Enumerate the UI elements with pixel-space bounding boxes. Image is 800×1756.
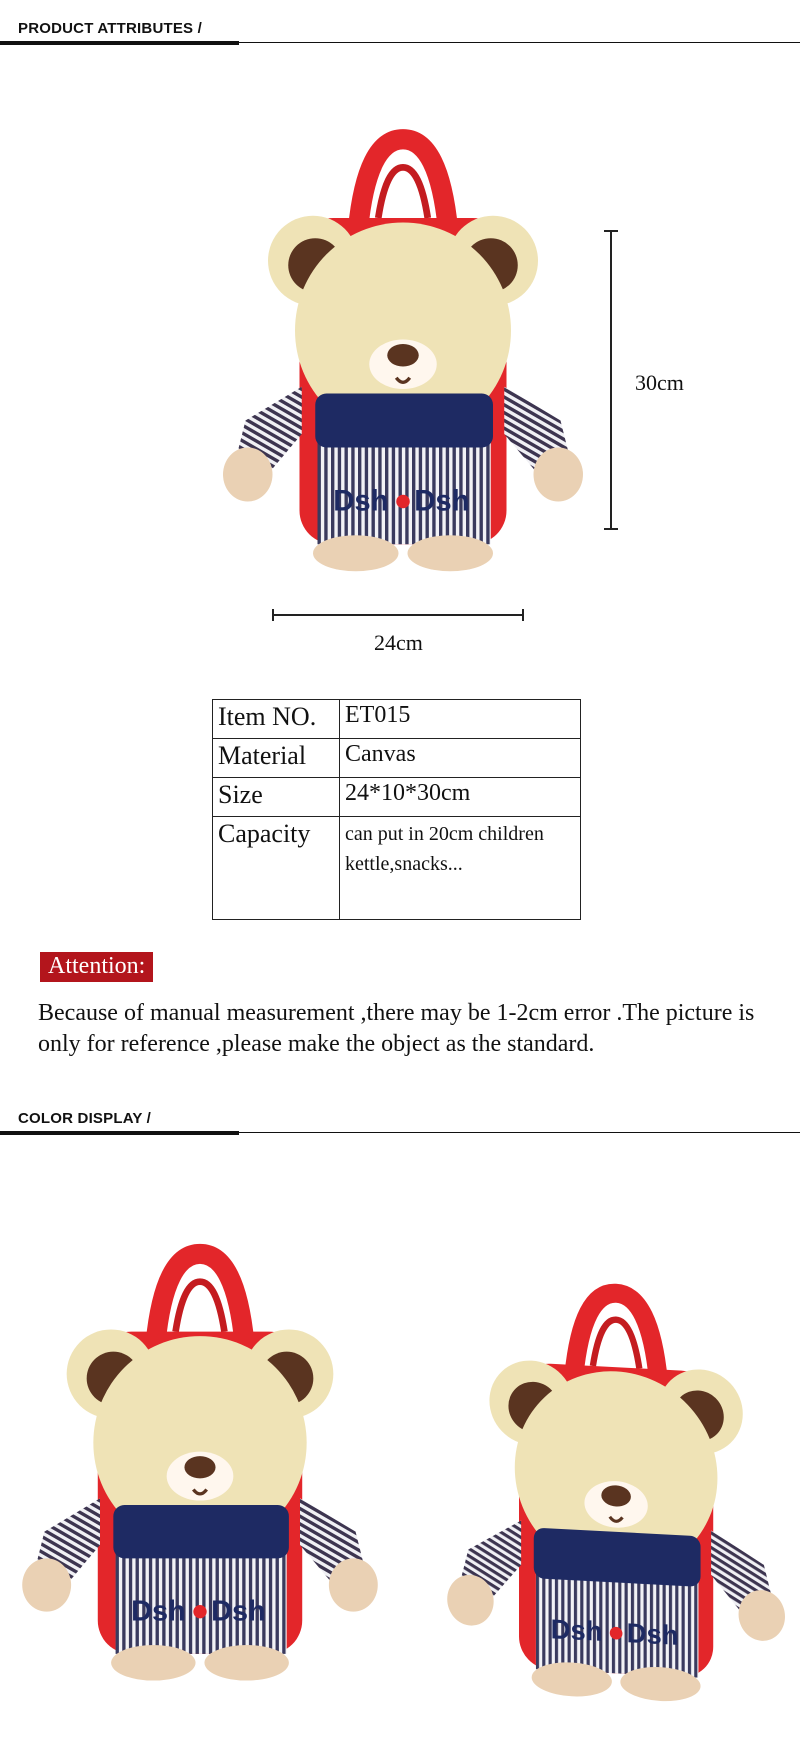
table-row (213, 817, 581, 920)
height-dimension-line (610, 230, 612, 530)
attr-value: Canvas (340, 739, 581, 778)
color-display-front-image (0, 1240, 400, 1690)
width-dimension-line (272, 614, 524, 616)
height-dimension-label: 30cm (635, 370, 684, 395)
width-dimension-cap-right (522, 609, 524, 621)
attr-value: can put in 20cm children kettle,snacks... (340, 817, 581, 920)
attr-key: Size (213, 778, 340, 817)
attr-key: Capacity (213, 817, 340, 920)
attr-key: Material (213, 739, 340, 778)
attention-badge: Attention: (40, 952, 153, 982)
width-dimension-cap-left (272, 609, 274, 621)
attention-text: Because of manual measurement ,there may be 1-2cm error .The picture is only for reference ,please make the object as the standard. (38, 1000, 755, 1057)
color-display-side-image (405, 1265, 785, 1705)
attr-value: 24*10*30cm (340, 778, 581, 817)
product-image-bear-backpack (200, 128, 606, 578)
attr-value: ET015 (340, 700, 581, 739)
table-row (213, 739, 581, 778)
section-header-color-display (0, 1110, 800, 1140)
height-dimension-cap-top (604, 230, 618, 232)
section-header-product-attributes (0, 20, 800, 50)
table-row (213, 700, 581, 739)
width-dimension-label: 24cm (374, 630, 423, 655)
section-title: PRODUCT ATTRIBUTES / (18, 20, 202, 37)
attributes-table (212, 699, 581, 920)
section-title: COLOR DISPLAY / (18, 1110, 152, 1127)
attr-key: Item NO. (213, 700, 340, 739)
section-divider-accent (0, 41, 239, 45)
height-dimension-cap-bottom (604, 528, 618, 530)
table-row (213, 778, 581, 817)
section-divider-accent (0, 1131, 239, 1135)
